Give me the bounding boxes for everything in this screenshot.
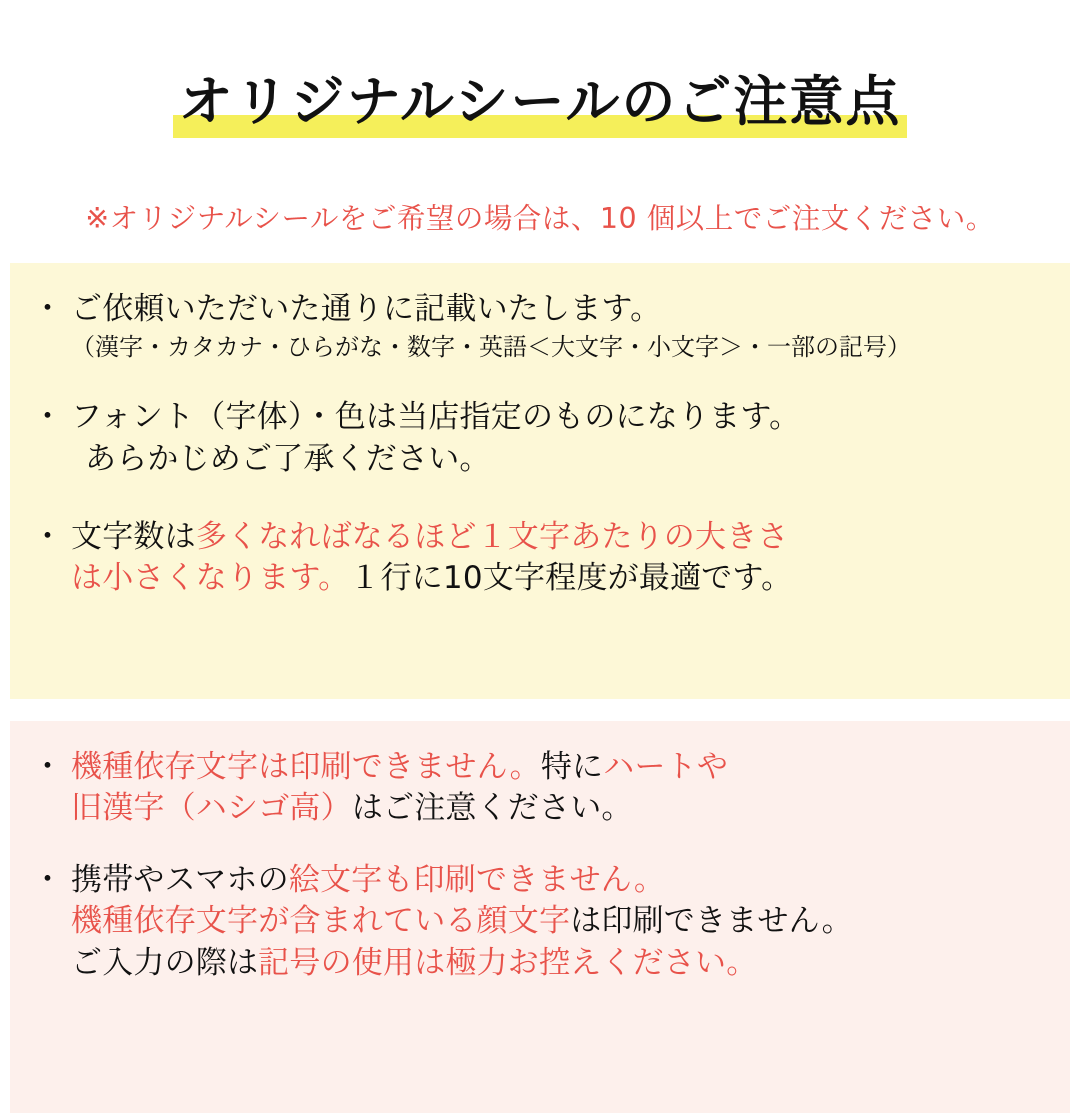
note-line: フォント（字体）・色は当店指定のものになります。 (71, 399, 801, 436)
note-text-red: 旧漢字（ハシゴ高） (71, 790, 352, 827)
note-text-black: はご注意ください。 (351, 790, 633, 827)
note-text-red: 機種依存文字が含まれている顔文字 (71, 903, 571, 940)
note-body (71, 747, 1050, 830)
note-text-red: 機種依存文字は印刷できません。 (71, 748, 541, 785)
note-text-black: ご入力の際は (71, 944, 259, 981)
note-text-black: 文字数は (71, 518, 196, 555)
note-line-charset: （漢字・カタカナ・ひらがな・数字・英語＜大文字・小文字＞・一部の記号） (71, 333, 911, 362)
note-item-platform-chars (32, 747, 1050, 830)
note-body (71, 860, 1050, 985)
note-text-red: 絵文字も印刷できません。 (288, 861, 666, 898)
bullet-icon: ・ (32, 861, 63, 898)
note-text-red: は小さくなります。 (71, 560, 350, 597)
note-body (71, 289, 1050, 364)
note-text-black: １行に10文字程度が最適です。 (349, 560, 793, 597)
note-item-font (32, 397, 1050, 480)
note-line (71, 860, 1050, 902)
note-text-red: ハートや (603, 748, 729, 785)
note-line (71, 747, 1050, 789)
note-line (71, 517, 1050, 559)
note-line (71, 901, 1050, 943)
page-title: オリジナルシールのご注意点 (173, 70, 908, 137)
note-item-charcount (32, 517, 1050, 600)
note-line (71, 558, 1050, 600)
note-line (71, 788, 1050, 830)
note-item-transcription (32, 289, 1050, 364)
note-text-black: 携帯やスマホの (71, 861, 289, 898)
bullet-icon: ・ (32, 518, 63, 555)
note-text-red: 多くなればなるほど１文字あたりの大きさ (195, 518, 789, 555)
note-line: あらかじめご了承ください。 (85, 440, 491, 477)
note-item-emoji (32, 860, 1050, 985)
bullet-icon: ・ (32, 399, 63, 436)
note-text-black: は印刷できません。 (570, 903, 853, 940)
restriction-notes-box (10, 721, 1070, 1113)
note-body (71, 397, 1050, 480)
note-body (71, 517, 1050, 600)
bullet-icon: ・ (32, 748, 63, 785)
order-minimum-note: ※オリジナルシールをご希望の場合は、10 個以上でご注文ください。 (85, 201, 995, 235)
note-line: ご依頼いただいた通りに記載いたします。 (71, 290, 662, 327)
bullet-icon: ・ (32, 290, 63, 327)
note-text-red: 記号の使用は極力お控えください。 (258, 944, 758, 981)
note-line (71, 943, 1050, 985)
note-text-black: 特に (540, 748, 604, 785)
title-container (0, 0, 1080, 174)
general-notes-box (10, 263, 1070, 699)
